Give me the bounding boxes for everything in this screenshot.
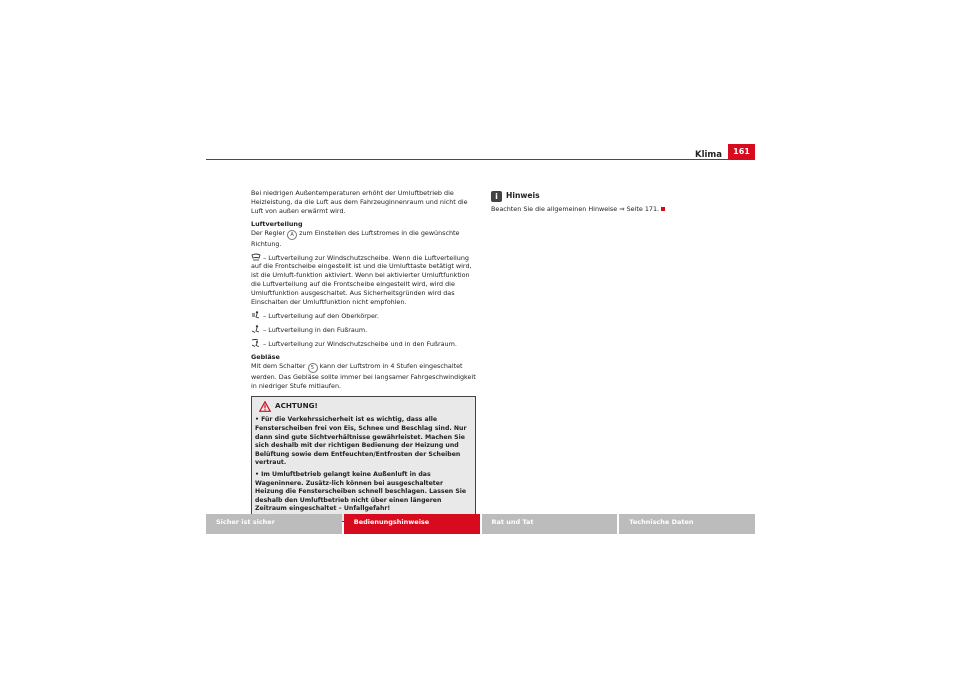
luftverteilung-paragraph: [251, 229, 476, 249]
windshield-icon: [251, 253, 261, 261]
upper-body-airflow-icon: [251, 311, 261, 319]
item-footwell-text: – Luftverteilung in den Fußraum.: [263, 325, 368, 334]
left-column: [251, 189, 476, 522]
section-end-marker: [661, 207, 665, 211]
page-title: Klima: [694, 150, 722, 160]
tab-sicher-ist-sicher[interactable]: Sicher ist sicher: [206, 514, 342, 534]
warning-header: [259, 401, 472, 412]
note-body: Beachten Sie die allgemeinen Hinweise ⇒ Seite 171.: [491, 205, 660, 213]
list-item: [251, 311, 476, 321]
geblaese-paragraph: [251, 362, 476, 391]
note-header: [491, 191, 751, 202]
warning-text-1: Für die Verkehrssicherheit ist es wichtig, dass alle Fensterscheiben frei von Eis, Schnee und Beschlag sind. Nur dann sind gute Sichtverhältnisse gewährleistet. Machen Sie sich deshalb mit der richtigen Bedienung der Heizung und Belüftung sowie dem Entfeuchten/Entfrosten der Scheiben vertraut.: [255, 416, 467, 467]
item-windshield-text: – Luftverteilung zur Windschutzscheibe. Wenn die Luftverteilung auf die Frontscheibe eingestellt ist und die Umlufttaste betätigt wird, ist die Umluft-funktion aktiviert. Wenn bei aktivierter Umluftfunktion die Luftverteilung auf die Frontscheibe eingestellt wird, wird die Umluftfunktion ausgeschaltet. Aus Sicherheitsgründen wird das Einschalten der Umluftfunktion nicht empfohlen.: [251, 253, 472, 307]
tab-technische-daten[interactable]: Technische Daten: [619, 514, 755, 534]
list-item: [251, 325, 476, 335]
item-upper-body-text: – Luftverteilung auf den Oberkörper.: [263, 311, 379, 320]
bullet-icon: •: [255, 470, 262, 478]
list-item: [251, 339, 476, 349]
footer-nav: [206, 514, 755, 534]
ref-a-marker: A: [287, 230, 297, 240]
geblaese-text-b: kann der Luftstrom in 4 Stufen eingeschaltet werden. Das Gebläse sollte immer bei langsamer Fahrgeschwindigkeit in niedriger Stufe mitlaufen.: [251, 361, 476, 390]
warning-title: ACHTUNG!: [275, 401, 318, 411]
note-title: Hinweis: [506, 191, 540, 201]
warning-triangle-icon: [259, 401, 271, 412]
header-rule: [206, 159, 755, 160]
list-item: [251, 253, 476, 307]
luftverteilung-text-a: Der Regler: [251, 228, 285, 237]
page-number-badge: 161: [728, 144, 755, 160]
warning-paragraph: [255, 416, 472, 468]
tab-rat-und-tat[interactable]: Rat und Tat: [482, 514, 618, 534]
note-text: [491, 205, 751, 214]
geblaese-heading: Gebläse: [251, 352, 280, 361]
windshield-footwell-icon: [251, 339, 261, 347]
warning-box: [251, 396, 476, 522]
luftverteilung-heading: Luftverteilung: [251, 219, 303, 228]
luftverteilung-text-b: zum Einstellen des Luftstromes in die gewünschte Richtung.: [251, 228, 460, 248]
tab-bedienungshinweise[interactable]: Bedienungshinweise: [344, 514, 480, 534]
warning-text-2: Im Umluftbetrieb gelangt keine Außenluft in das Wageninnere. Zusätz-lich können bei ausgeschalteter Heizung die Fensterscheiben schnell beschlagen. Lassen Sie deshalb den Umluftbetrieb nicht über einen längeren Zeitraum eingeschaltet – Unfallgefahr!: [255, 470, 467, 513]
bullet-icon: •: [255, 416, 262, 424]
footwell-airflow-icon: [251, 325, 261, 333]
geblaese-text-a: Mit dem Schalter: [251, 361, 306, 370]
warning-paragraph: [255, 471, 472, 514]
info-icon: i: [491, 191, 502, 202]
ref-5-marker: 5: [308, 363, 318, 373]
right-column: [491, 191, 751, 214]
intro-paragraph: Bei niedrigen Außentemperaturen erhöht der Umluftbetrieb die Heizleistung, da die Luft aus dem Fahrzeuginnenraum und nicht die Luft von außen erwärmt wird.: [251, 189, 468, 215]
item-windshield-footwell-text: – Luftverteilung zur Windschutzscheibe und in den Fußraum.: [263, 339, 457, 348]
